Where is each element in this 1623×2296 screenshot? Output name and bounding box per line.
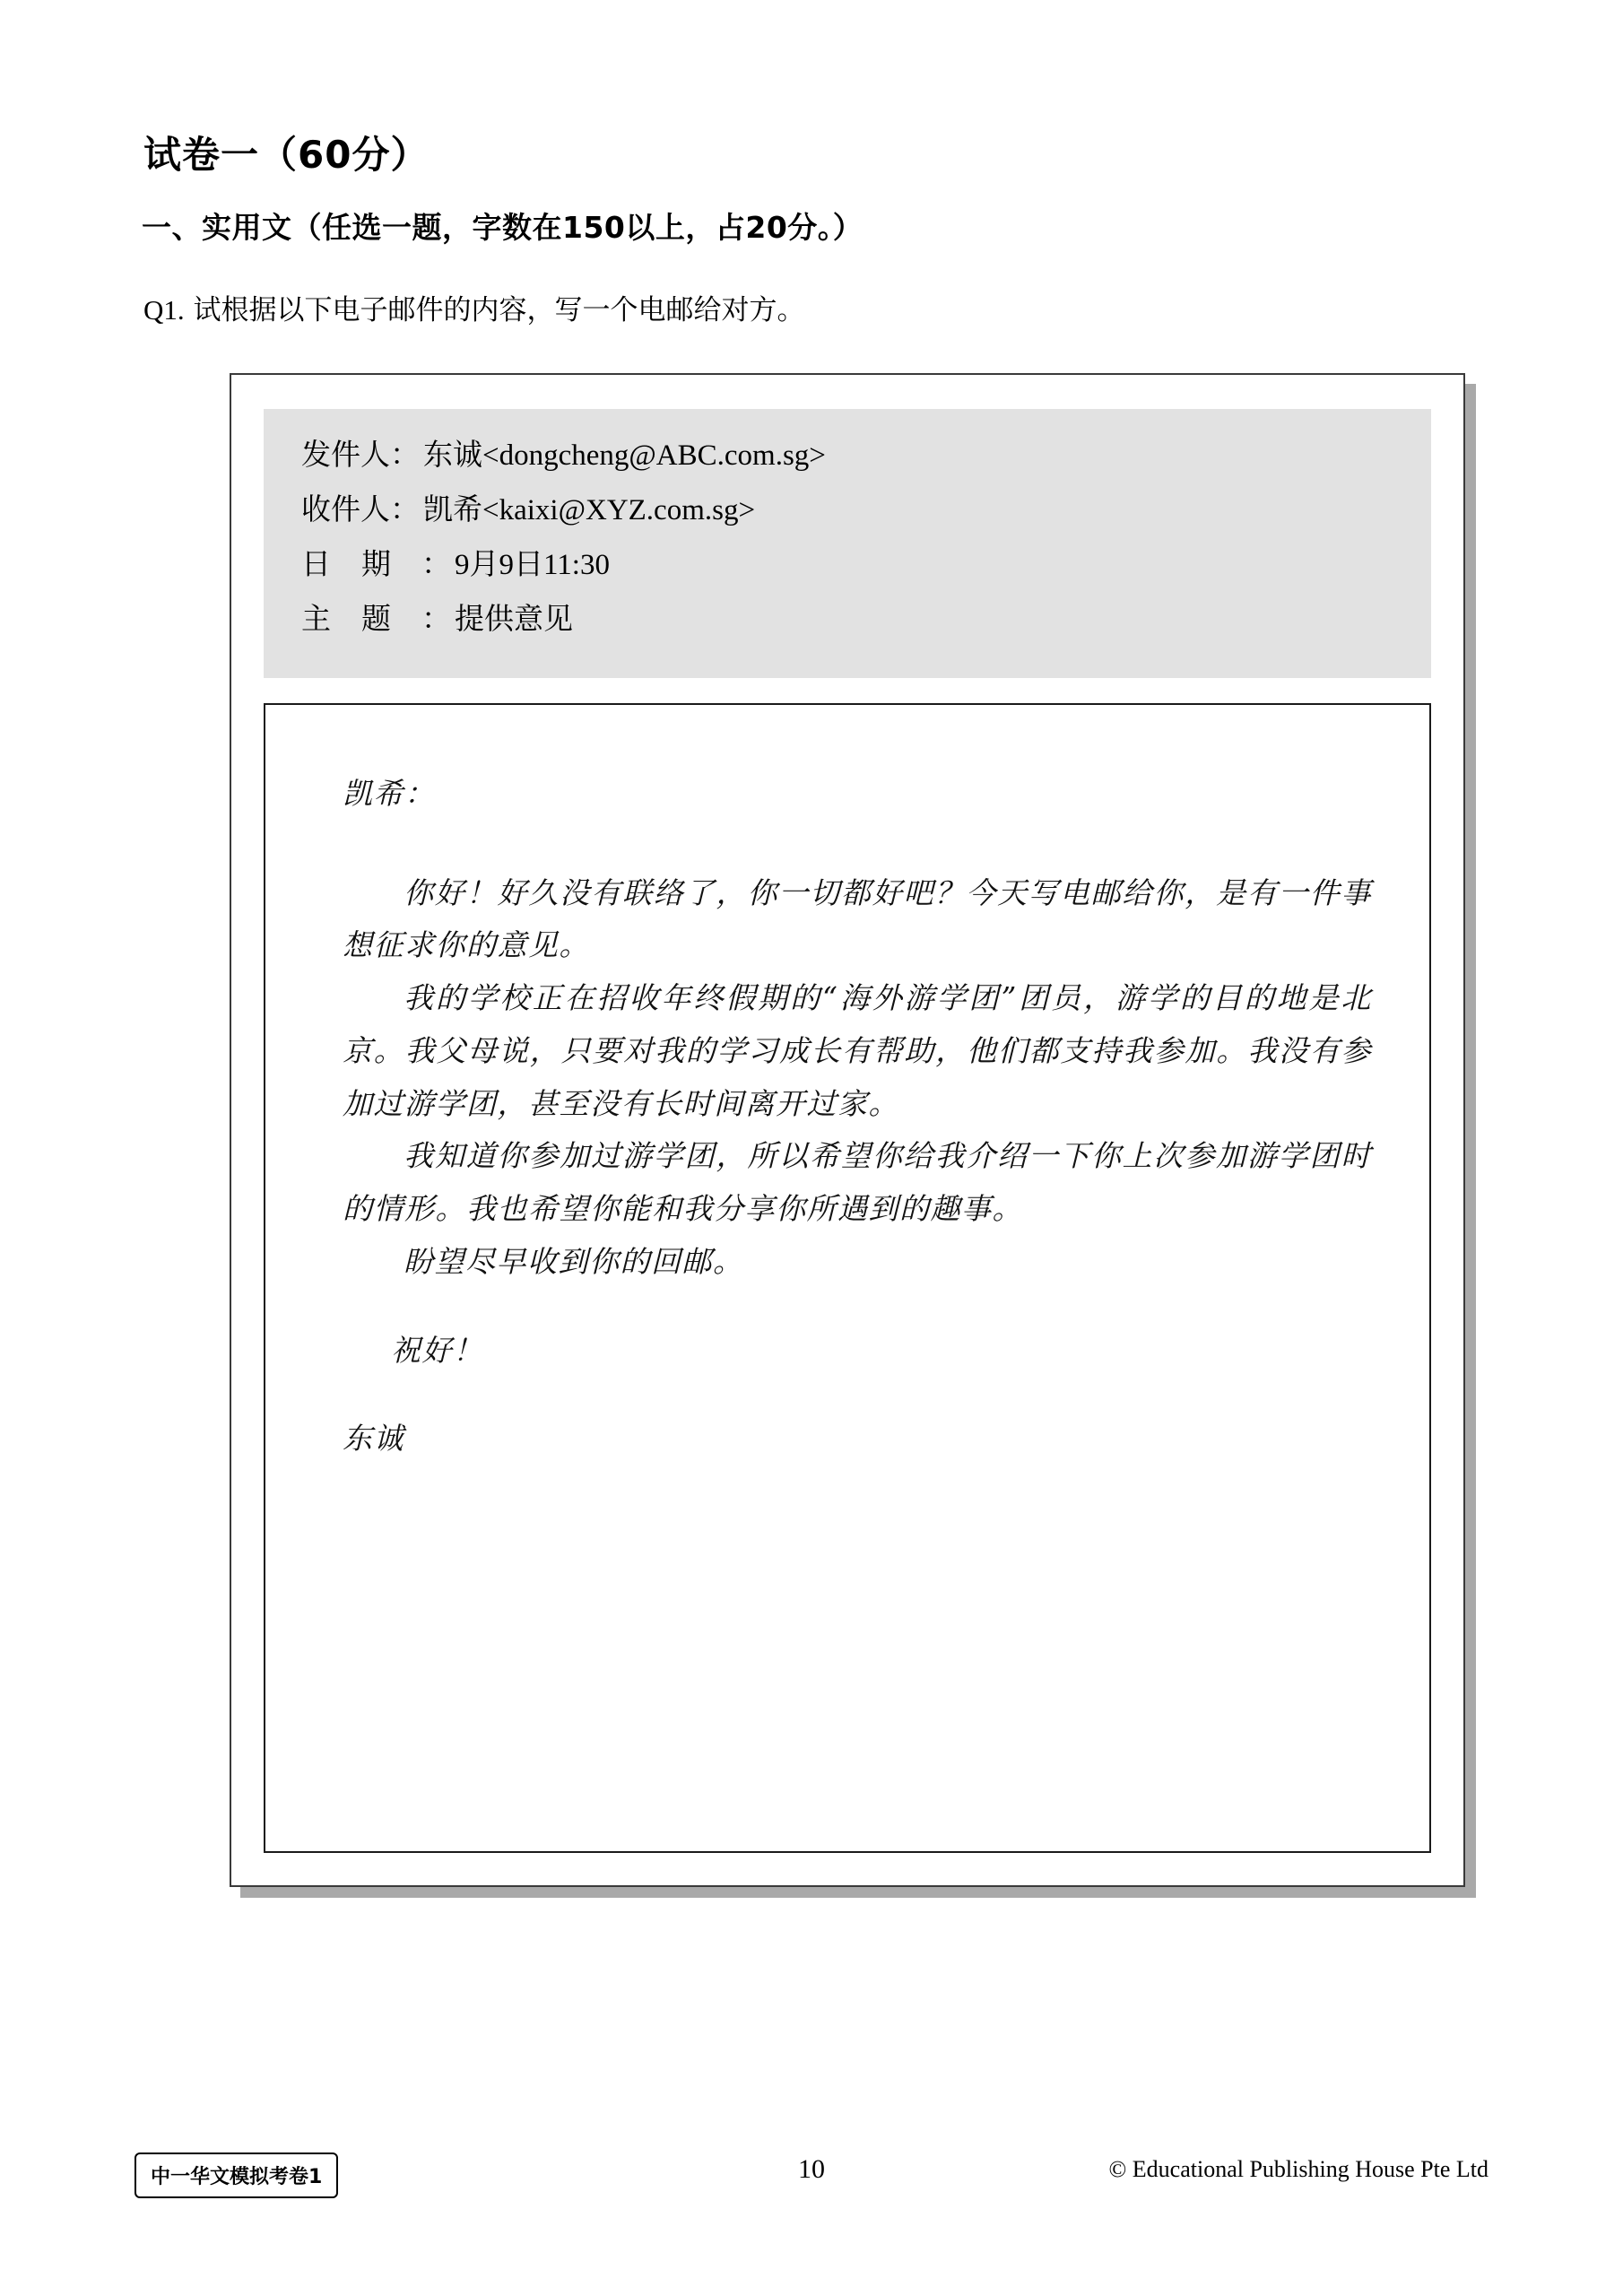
email-body [264, 703, 1431, 1853]
email-date-colon: ： [421, 546, 451, 581]
email-to-value: 凯希<kaixi@XYZ.com.sg> [423, 494, 756, 526]
email-subject-colon: ： [421, 601, 451, 636]
email-subject-row [301, 601, 1431, 636]
letter-closing: 祝好！ [391, 1332, 484, 1368]
email-date-label: 日期 [301, 546, 421, 581]
footer-copyright: © Educational Publishing House Pte Ltd [1108, 2156, 1488, 2182]
letter-paragraph-2: 我的学校正在招收年终假期的“海外游学团”团员，游学的目的地是北京。我父母说，只要对我的学习成长有帮助，他们都支持我参加。我没有参加过游学团，甚至没有长时间离开过家。 [343, 980, 1372, 1121]
footer-tag: 中一华文模拟考卷1 [135, 2152, 338, 2198]
email-card [230, 373, 1465, 1887]
footer-page-number: 10 [798, 2154, 825, 2184]
email-from-row [301, 439, 1431, 471]
letter-salutation: 凯希： [343, 776, 436, 811]
email-to-label: 收件人 [301, 491, 390, 526]
question-line [143, 287, 805, 327]
letter-paragraph-3: 我知道你参加过游学团，所以希望你给我介绍一下你上次参加游学团时的情形。我也希望你能和我分享你所遇到的趣事。 [343, 1138, 1372, 1227]
section-heading: 一、实用文（任选一题，字数在150以上，占20分。） [142, 210, 864, 245]
email-date-value: 9月9日11:30 [455, 549, 610, 581]
email-subject-value: 提供意见 [455, 601, 573, 636]
letter-signature: 东诚 [343, 1421, 404, 1457]
email-date-row [301, 546, 1431, 581]
question-text: 试根据以下电子邮件的内容，写一个电邮给对方。 [193, 294, 805, 326]
email-from-value: 东诚<dongcheng@ABC.com.sg> [423, 439, 826, 472]
email-to-colon: ： [390, 491, 420, 526]
email-to-row [301, 491, 1431, 526]
email-from-colon: ： [390, 437, 420, 472]
email-header [264, 409, 1431, 678]
email-from-label: 发件人 [301, 437, 390, 472]
letter-paragraph-1: 你好！好久没有联络了，你一切都好吧？今天写电邮给你，是有一件事想征求你的意见。 [343, 874, 1372, 963]
email-subject-label: 主题 [301, 601, 421, 636]
page-title: 试卷一（60分） [143, 133, 430, 177]
letter-paragraph-4: 盼望尽早收到你的回邮。 [404, 1243, 744, 1279]
question-number: Q1. [143, 294, 185, 326]
